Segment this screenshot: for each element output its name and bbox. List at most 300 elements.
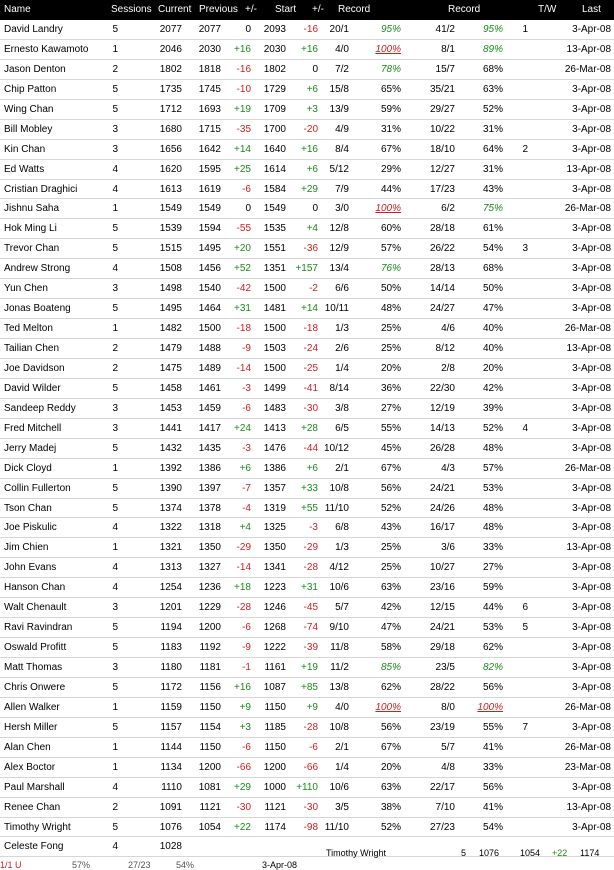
cell-change: -14 xyxy=(236,362,251,374)
cell-name: Trevor Chan xyxy=(4,243,60,255)
cell-record1: 10/8 xyxy=(329,721,349,733)
cell-change: +14 xyxy=(234,143,251,155)
cell-sessions: 4 xyxy=(112,263,118,275)
cell-record1: 1/3 xyxy=(335,323,349,335)
table-row xyxy=(0,778,614,798)
cell-current: 1656 xyxy=(159,143,182,155)
cell-last: 3-Apr-08 xyxy=(572,482,611,494)
cell-sessions: 5 xyxy=(112,502,118,514)
cell-sessions: 1 xyxy=(112,203,118,215)
cell-sessions: 5 xyxy=(112,103,118,115)
cell-start: 1150 xyxy=(264,741,286,753)
cell-pct2: 52% xyxy=(482,103,503,115)
cell-pct2: 53% xyxy=(482,482,503,494)
col-current-header: Current xyxy=(158,4,192,15)
cell-record1: 9/10 xyxy=(329,622,349,634)
cell-change: -35 xyxy=(236,123,251,135)
cell-last: 3-Apr-08 xyxy=(572,821,611,833)
cell-record2: 7/10 xyxy=(435,801,455,813)
cell-record1: 3/5 xyxy=(335,801,349,813)
cell-pct1: 55% xyxy=(380,422,401,434)
cell-name: David Wilder xyxy=(4,382,61,394)
cell-record1: 10/6 xyxy=(329,582,349,594)
cell-previous: 1417 xyxy=(198,422,221,434)
table-row xyxy=(0,199,614,219)
cell-change: +3 xyxy=(239,721,251,733)
cell-sessions: 1 xyxy=(112,542,118,554)
footer-frag: 1174 xyxy=(580,848,600,858)
cell-record1: 2/6 xyxy=(335,343,349,354)
cell-sessions: 5 xyxy=(112,482,118,494)
table-row xyxy=(0,160,614,180)
cell-last: 3-Apr-08 xyxy=(572,223,611,235)
cell-change: -66 xyxy=(236,761,251,773)
ratings-table xyxy=(0,20,614,857)
cell-name: Renee Chan xyxy=(4,801,61,813)
cell-current: 1374 xyxy=(159,502,182,514)
cell-record1: 2/1 xyxy=(335,462,349,474)
cell-current: 1392 xyxy=(159,462,182,474)
cell-previous: 1495 xyxy=(198,243,221,255)
cell-change2: -44 xyxy=(303,442,318,454)
cell-record1: 13/8 xyxy=(329,681,349,693)
cell-change: -55 xyxy=(236,223,251,235)
cell-last: 13-Apr-08 xyxy=(566,43,611,55)
cell-previous: 1150 xyxy=(199,701,221,713)
cell-change2: -41 xyxy=(303,382,318,394)
cell-change2: -24 xyxy=(303,343,318,354)
cell-sessions: 5 xyxy=(112,24,118,35)
table-row xyxy=(0,698,614,718)
table-row xyxy=(0,658,614,678)
cell-previous: 1236 xyxy=(198,582,221,594)
cell-pct2: 43% xyxy=(482,183,503,195)
cell-record1: 4/0 xyxy=(335,43,349,55)
cell-start: 1121 xyxy=(264,801,286,813)
cell-current: 1134 xyxy=(160,761,182,773)
cell-change: -18 xyxy=(236,323,251,335)
cell-previous: 1489 xyxy=(198,362,221,374)
cell-sessions: 5 xyxy=(112,642,118,654)
cell-current: 1110 xyxy=(161,781,182,793)
cell-record2: 24/26 xyxy=(429,502,455,514)
cell-pct2: 63% xyxy=(482,83,503,95)
cell-record2: 35/21 xyxy=(429,83,455,95)
cell-last: 3-Apr-08 xyxy=(572,382,611,394)
cell-record1: 11/10 xyxy=(324,821,349,833)
cell-pct2: 56% xyxy=(482,781,503,793)
cell-pct1: 50% xyxy=(380,283,401,295)
cell-start: 1535 xyxy=(263,223,286,235)
cell-record2: 15/7 xyxy=(435,63,455,75)
cell-previous: 1595 xyxy=(198,163,221,175)
cell-current: 1254 xyxy=(159,582,182,594)
cell-current: 1390 xyxy=(159,482,182,494)
cell-change2: +29 xyxy=(301,183,318,195)
cell-change2: -39 xyxy=(303,642,318,654)
cell-previous: 1150 xyxy=(199,741,221,753)
cell-pct1: 45% xyxy=(380,442,401,454)
cell-name: Andrew Strong xyxy=(4,263,71,275)
cell-sessions: 5 xyxy=(112,721,118,733)
cell-current: 1194 xyxy=(160,622,182,634)
cell-record1: 6/5 xyxy=(335,422,349,434)
table-row xyxy=(0,140,614,160)
cell-sessions: 1 xyxy=(112,323,118,335)
cell-record2: 14/13 xyxy=(429,422,455,434)
table-row xyxy=(0,259,614,279)
table-row xyxy=(0,678,614,698)
cell-current: 1159 xyxy=(160,701,182,713)
cell-last: 3-Apr-08 xyxy=(572,24,611,35)
cell-change: -16 xyxy=(236,63,251,75)
cell-change2: +55 xyxy=(301,502,318,514)
table-row xyxy=(0,219,614,239)
cell-current: 1321 xyxy=(159,542,182,554)
table-row xyxy=(0,499,614,519)
cell-change: -3 xyxy=(242,382,251,394)
cell-pct2: 33% xyxy=(482,761,503,773)
cell-pct2: 53% xyxy=(482,622,503,634)
cell-record1: 7/9 xyxy=(335,183,349,195)
cell-record1: 10/8 xyxy=(329,482,349,494)
cell-change2: -28 xyxy=(303,562,318,574)
cell-pct2: 48% xyxy=(482,442,503,454)
cell-previous: 1200 xyxy=(198,761,221,773)
cell-pct2: 40% xyxy=(482,323,503,335)
cell-last: 3-Apr-08 xyxy=(572,442,611,454)
cell-start: 1500 xyxy=(263,323,286,335)
cell-last: 13-Apr-08 xyxy=(566,801,611,813)
cell-current: 1613 xyxy=(159,183,182,195)
table-row xyxy=(0,598,614,618)
cell-change: 0 xyxy=(245,24,251,35)
cell-tw: 5 xyxy=(522,622,528,634)
cell-change: -9 xyxy=(242,343,251,354)
cell-name: Jason Denton xyxy=(4,63,66,75)
cell-sessions: 2 xyxy=(112,343,118,354)
cell-change2: +85 xyxy=(301,681,318,693)
cell-last: 26-Mar-08 xyxy=(564,701,611,713)
cell-pct1: 67% xyxy=(380,741,401,753)
cell-pct1: 76% xyxy=(380,263,401,275)
cell-sessions: 1 xyxy=(112,741,118,753)
cell-sessions: 3 xyxy=(112,662,118,673)
cell-pct2: 50% xyxy=(482,283,503,295)
cell-start: 1483 xyxy=(263,402,286,414)
cell-change2: 0 xyxy=(312,63,318,75)
col-last-header: Last xyxy=(582,4,601,15)
cell-current: 2046 xyxy=(159,43,182,55)
cell-previous: 1229 xyxy=(198,602,221,614)
cell-record2: 4/3 xyxy=(441,462,455,474)
cell-last: 3-Apr-08 xyxy=(572,721,611,733)
cell-name: Matt Thomas xyxy=(4,662,63,673)
cell-start: 1150 xyxy=(264,701,286,713)
cell-change: -9 xyxy=(242,642,251,654)
cell-tw: 3 xyxy=(522,243,528,255)
cell-pct2: 82% xyxy=(482,662,503,673)
cell-record1: 3/0 xyxy=(335,203,349,215)
cell-last: 3-Apr-08 xyxy=(572,263,611,275)
cell-change: +25 xyxy=(234,163,251,175)
cell-current: 1802 xyxy=(159,63,182,75)
cell-name: Alan Chen xyxy=(4,741,51,753)
cell-start: 2030 xyxy=(263,43,286,55)
cell-pct2: 62% xyxy=(482,642,503,654)
table-row xyxy=(0,618,614,638)
cell-last: 3-Apr-08 xyxy=(572,681,611,693)
cell-start: 1351 xyxy=(263,263,286,275)
cell-current: 1495 xyxy=(159,303,182,315)
cell-last: 3-Apr-08 xyxy=(572,143,611,155)
cell-pct2: 61% xyxy=(482,223,503,235)
cell-name: Joe Davidson xyxy=(4,362,65,374)
cell-pct2: 57% xyxy=(482,462,503,474)
table-row xyxy=(0,758,614,778)
cell-pct1: 25% xyxy=(380,343,401,354)
cell-start: 1476 xyxy=(263,442,286,454)
cell-name: Ted Melton xyxy=(4,323,53,335)
col-name-header: Name xyxy=(4,4,31,15)
footer-frag: 1054 xyxy=(520,848,541,858)
cell-start: 1499 xyxy=(263,382,286,394)
footer-frag: +22 xyxy=(552,848,568,858)
cell-record2: 26/22 xyxy=(429,243,455,255)
cell-last: 3-Apr-08 xyxy=(572,283,611,295)
cell-current: 1157 xyxy=(160,721,182,733)
cell-tw: 6 xyxy=(522,602,528,614)
cell-last: 26-Mar-08 xyxy=(564,462,611,474)
cell-record2: 28/18 xyxy=(429,223,455,235)
cell-current: 1680 xyxy=(159,123,182,135)
table-row xyxy=(0,359,614,379)
cell-change2: -30 xyxy=(303,402,318,414)
cell-pct2: 75% xyxy=(482,203,503,215)
cell-change2: +6 xyxy=(306,83,318,95)
cell-previous: 1619 xyxy=(198,183,221,195)
cell-current: 1515 xyxy=(159,243,182,255)
cell-name: David Landry xyxy=(4,24,63,35)
table-row xyxy=(0,239,614,259)
cell-pct1: 25% xyxy=(380,562,401,574)
cell-name: Chip Patton xyxy=(4,83,57,95)
cell-pct2: 41% xyxy=(482,741,503,753)
cell-change: +31 xyxy=(234,303,251,315)
cell-last: 3-Apr-08 xyxy=(572,602,611,614)
cell-current: 1076 xyxy=(159,821,182,833)
cell-previous: 1378 xyxy=(198,502,221,514)
cell-pct1: 85% xyxy=(380,662,401,673)
table-row xyxy=(0,638,614,658)
cell-sessions: 5 xyxy=(112,442,118,454)
cell-pct1: 36% xyxy=(380,382,401,394)
cell-record1: 1/3 xyxy=(335,542,349,554)
cell-pct1: 43% xyxy=(380,522,401,534)
cell-record2: 2/8 xyxy=(441,362,455,374)
cell-previous: 1464 xyxy=(198,303,221,315)
cell-change2: -29 xyxy=(303,542,318,554)
cell-record1: 1/4 xyxy=(335,362,349,374)
cell-record2: 29/18 xyxy=(429,642,455,654)
cell-record1: 13/4 xyxy=(329,263,349,275)
cell-last: 26-Mar-08 xyxy=(564,741,611,753)
cell-previous: 1488 xyxy=(198,343,221,354)
cell-pct1: 44% xyxy=(380,183,401,195)
cell-record2: 23/16 xyxy=(429,582,455,594)
cell-record1: 20/1 xyxy=(329,24,349,35)
cell-pct2: 54% xyxy=(482,243,503,255)
cell-change2: -28 xyxy=(303,721,318,733)
cell-change2: -74 xyxy=(303,622,318,634)
table-row xyxy=(0,538,614,558)
cell-change2: -18 xyxy=(303,323,318,335)
cell-change2: +6 xyxy=(306,462,318,474)
table-row xyxy=(0,419,614,439)
table-row xyxy=(0,80,614,100)
cell-last: 3-Apr-08 xyxy=(572,243,611,255)
cell-pct2: 41% xyxy=(482,801,503,813)
cell-previous: 1350 xyxy=(198,542,221,554)
cell-start: 1161 xyxy=(264,662,286,673)
cell-start: 1503 xyxy=(263,343,286,354)
cell-last: 3-Apr-08 xyxy=(572,83,611,95)
cell-sessions: 5 xyxy=(112,681,118,693)
cell-previous: 1386 xyxy=(198,462,221,474)
cell-previous: 1693 xyxy=(198,103,221,115)
cell-record2: 10/27 xyxy=(429,562,455,574)
cell-change2: +28 xyxy=(301,422,318,434)
cell-record2: 22/30 xyxy=(429,382,455,394)
cell-pct1: 67% xyxy=(380,143,401,155)
cell-record2: 24/21 xyxy=(429,622,455,634)
cell-record1: 11/10 xyxy=(324,502,349,514)
cell-previous: 1192 xyxy=(199,642,221,654)
cell-record1: 15/8 xyxy=(329,83,349,95)
cell-last: 23-Mar-08 xyxy=(564,761,611,773)
cell-pct2: 39% xyxy=(482,402,503,414)
cell-record1: 1/4 xyxy=(335,761,349,773)
cell-sessions: 3 xyxy=(112,402,118,414)
cell-start: 1413 xyxy=(263,422,286,434)
cell-record2: 28/22 xyxy=(429,681,455,693)
cell-record1: 8/14 xyxy=(329,382,349,394)
cell-pct2: 48% xyxy=(482,522,503,534)
cell-pct1: 100% xyxy=(375,203,401,215)
cell-last: 13-Apr-08 xyxy=(566,343,611,354)
cell-record1: 6/6 xyxy=(335,283,349,295)
table-header xyxy=(0,0,614,20)
cell-previous: 1318 xyxy=(198,522,221,534)
col-tw-header: T/W xyxy=(538,4,557,15)
cell-previous: 1200 xyxy=(198,622,221,634)
cell-change2: -2 xyxy=(309,283,318,295)
cell-pct2: 44% xyxy=(482,602,503,614)
cell-last: 3-Apr-08 xyxy=(572,422,611,434)
cell-sessions: 5 xyxy=(112,303,118,315)
cell-change: +18 xyxy=(234,582,251,594)
cell-record2: 4/8 xyxy=(441,761,455,773)
cell-last: 26-Mar-08 xyxy=(564,63,611,75)
cell-pct2: 68% xyxy=(482,263,503,275)
cell-last: 3-Apr-08 xyxy=(572,123,611,135)
cell-record2: 18/10 xyxy=(429,143,455,155)
cell-change: -28 xyxy=(236,602,251,614)
cell-name: Hersh Miller xyxy=(4,721,58,733)
table-row xyxy=(0,40,614,60)
cell-pct1: 20% xyxy=(380,761,401,773)
cell-last: 3-Apr-08 xyxy=(572,642,611,654)
cell-current: 1441 xyxy=(159,422,182,434)
table-row xyxy=(0,319,614,339)
cell-record1: 4/9 xyxy=(335,123,349,135)
table-row xyxy=(0,558,614,578)
cell-current: 1458 xyxy=(159,382,182,394)
cell-pct1: 63% xyxy=(380,781,401,793)
cell-sessions: 4 xyxy=(112,163,118,175)
table-row xyxy=(0,818,614,838)
table-row xyxy=(0,399,614,419)
cell-last: 3-Apr-08 xyxy=(572,562,611,574)
cell-name: Jonas Boateng xyxy=(4,303,71,315)
cell-name: Dick Cloyd xyxy=(4,462,52,474)
cell-change: -3 xyxy=(242,442,251,454)
cell-pct2: 59% xyxy=(482,582,503,594)
table-row xyxy=(0,339,614,359)
cell-last: 13-Apr-08 xyxy=(566,542,611,554)
cell-change2: -66 xyxy=(303,761,318,773)
cell-change: +4 xyxy=(239,522,251,534)
cell-record2: 8/1 xyxy=(441,43,455,55)
cell-pct1: 48% xyxy=(380,303,401,315)
cell-name: Wing Chan xyxy=(4,103,54,115)
cell-change: -42 xyxy=(236,283,251,295)
cell-last: 13-Apr-08 xyxy=(566,163,611,175)
cell-record2: 24/27 xyxy=(429,303,455,315)
cell-current: 1712 xyxy=(159,103,182,115)
cell-current: 1479 xyxy=(159,343,182,354)
cell-change2: -25 xyxy=(303,362,318,374)
cell-previous: 1081 xyxy=(198,781,221,793)
cell-record2: 23/19 xyxy=(429,721,455,733)
cell-pct1: 42% xyxy=(380,602,401,614)
cell-pct1: 52% xyxy=(380,502,401,514)
cell-change2: -6 xyxy=(309,741,318,753)
cell-sessions: 2 xyxy=(112,801,118,813)
cell-pct2: 56% xyxy=(482,681,503,693)
cell-current: 1201 xyxy=(159,602,182,614)
cell-name: Ravi Ravindran xyxy=(4,622,73,634)
cell-start: 1350 xyxy=(263,542,286,554)
cell-change2: -3 xyxy=(309,522,318,534)
footer-frag: 1/1 U xyxy=(0,860,22,870)
cell-record1: 11/8 xyxy=(330,642,349,654)
cell-previous: 1456 xyxy=(198,263,221,275)
cell-change2: +14 xyxy=(301,303,318,315)
cell-pct1: 60% xyxy=(380,223,401,235)
cell-name: Chris Onwere xyxy=(4,681,66,693)
cell-change2: +4 xyxy=(306,223,318,235)
cell-pct2: 40% xyxy=(482,343,503,354)
cell-record2: 41/2 xyxy=(435,24,455,35)
cell-pct1: 100% xyxy=(375,43,401,55)
cell-record1: 4/12 xyxy=(329,562,349,574)
cell-previous: 1181 xyxy=(199,662,221,673)
cell-pct1: 52% xyxy=(380,821,401,833)
cell-pct1: 25% xyxy=(380,542,401,554)
cell-pct1: 27% xyxy=(380,402,401,414)
cell-previous: 1435 xyxy=(198,442,221,454)
